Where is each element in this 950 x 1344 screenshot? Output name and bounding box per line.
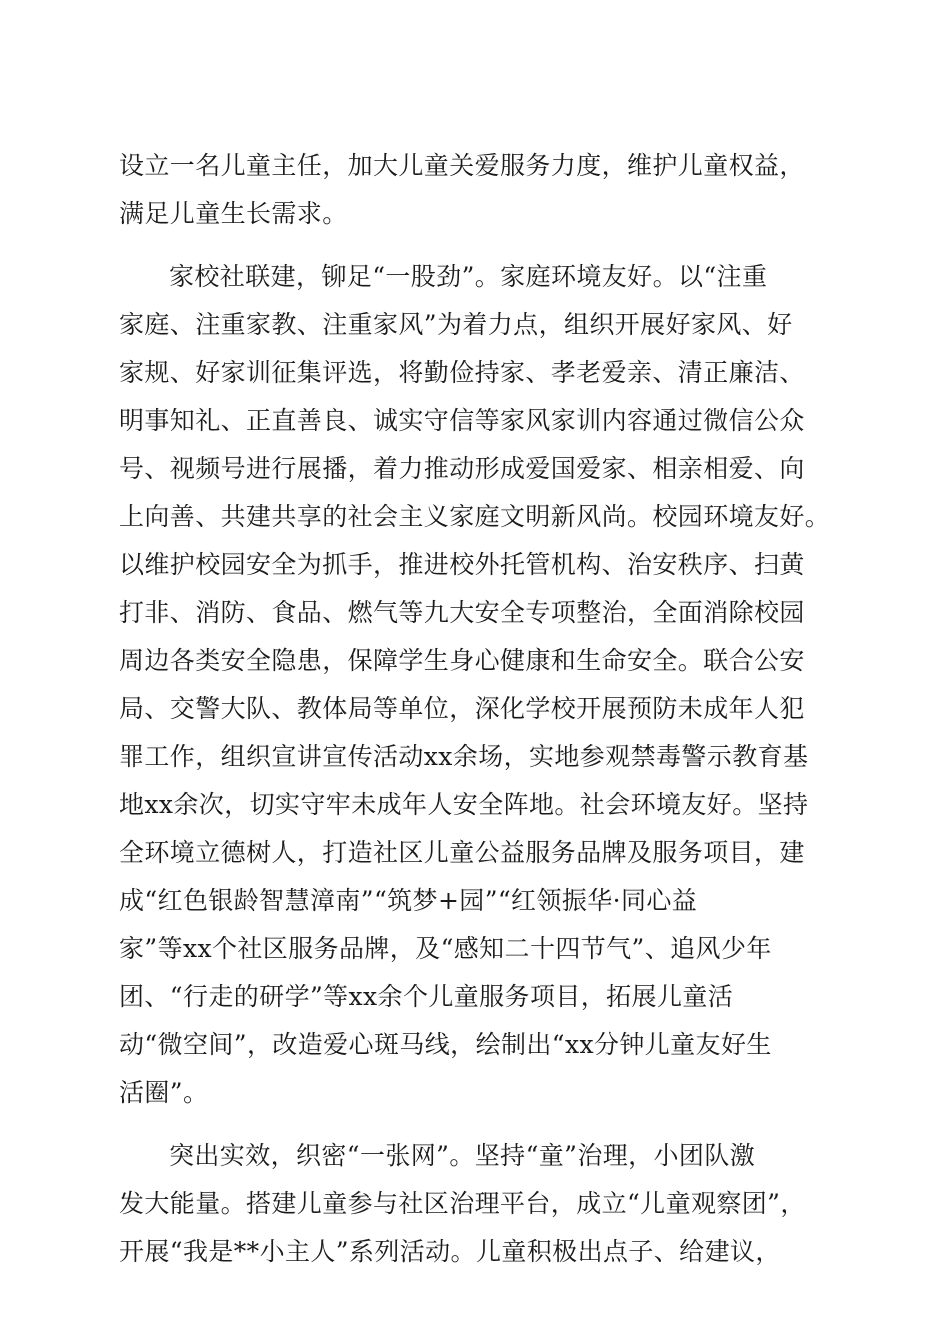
paragraph-start-line: 家校社联建，铆足“一股劲”。家庭环境友好。以“注重 (169, 262, 768, 291)
text-line: 满足儿童生长需求。 (119, 199, 348, 228)
text-line: 上向善、共建共享的社会主义家庭文明新风尚。校园环境友好。 (119, 502, 831, 531)
text-line: 局、交警大队、教体局等单位，深化学校开展预防未成年人犯 (119, 694, 805, 723)
text-line: 罪工作，组织宣讲宣传活动xx余场，实地参观禁毒警示教育基 (119, 742, 809, 771)
text-line: 设立一名儿童主任，加大儿童关爱服务力度，维护儿童权益， (119, 151, 805, 180)
text-line: 团、“行走的研学”等xx余个儿童服务项目，拓展儿童活 (119, 982, 734, 1011)
text-line: 以维护校园安全为抓手，推进校外托管机构、治安秩序、扫黄 (119, 550, 805, 579)
text-line: 全环境立德树人，打造社区儿童公益服务品牌及服务项目，建 (119, 838, 805, 867)
text-line: 成“红色银龄智慧漳南”“筑梦+园”“红领振华·同心益 (119, 886, 698, 915)
text-line: 活圈”。 (119, 1078, 209, 1107)
text-line: 打非、消防、食品、燃气等九大安全专项整治，全面消除校园 (119, 598, 805, 627)
text-line: 发大能量。搭建儿童参与社区治理平台，成立“儿童观察团”， (119, 1189, 806, 1218)
paragraph-start-line: 突出实效，织密“一张网”。坚持“童”治理，小团队激 (169, 1141, 756, 1170)
text-line: 开展“我是**小主人”系列活动。儿童积极出点子、给建议， (119, 1237, 781, 1266)
text-line: 动“微空间”，改造爱心斑马线，绘制出“xx分钟儿童友好生 (119, 1030, 772, 1059)
text-line: 明事知礼、正直善良、诚实守信等家风家训内容通过微信公众 (119, 406, 805, 435)
text-line: 地xx余次，切实守牢未成年人安全阵地。社会环境友好。坚持 (119, 790, 809, 819)
text-line: 家规、好家训征集评选，将勤俭持家、孝老爱亲、清正廉洁、 (119, 358, 805, 387)
text-line: 家庭、注重家教、注重家风”为着力点，组织开展好家风、好 (119, 310, 793, 339)
text-line: 周边各类安全隐患，保障学生身心健康和生命安全。联合公安 (119, 646, 805, 675)
text-line: 家”等xx个社区服务品牌，及“感知二十四节气”、追风少年 (119, 934, 772, 963)
text-line: 号、视频号进行展播，着力推动形成爱国爱家、相亲相爱、向 (119, 454, 805, 483)
